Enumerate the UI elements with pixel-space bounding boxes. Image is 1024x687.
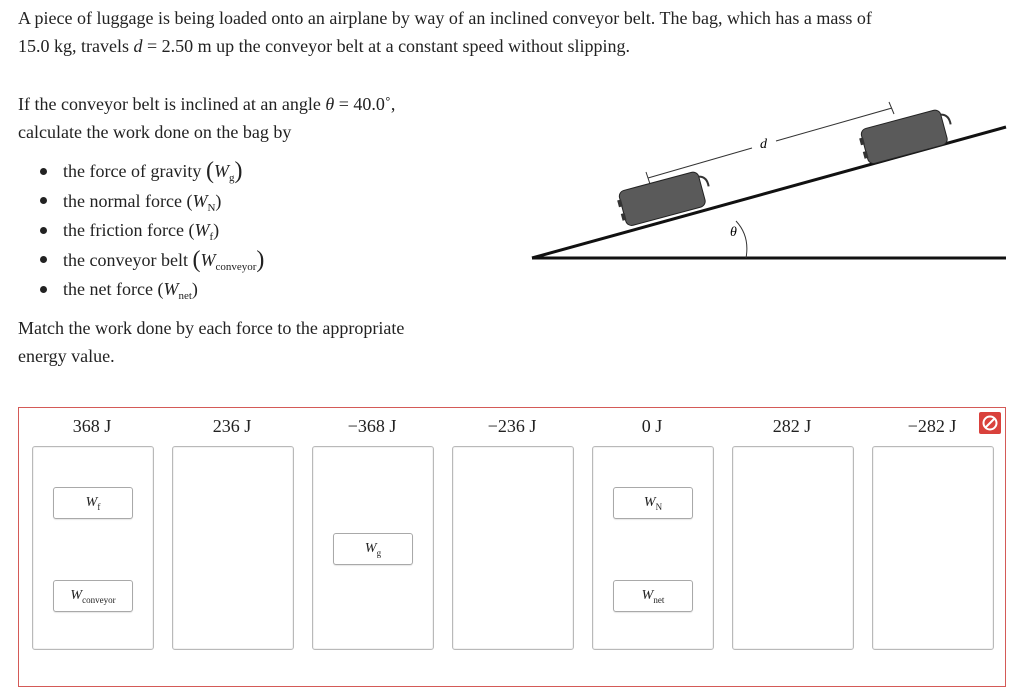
prompt-a: If the conveyor belt is inclined at an angle — [18, 94, 326, 114]
list-item: the normal force $(W_N)$ — [18, 187, 264, 217]
bullet-sub: N — [207, 201, 216, 214]
bullet-text: the friction force — [63, 220, 189, 240]
prompt-line-2: calculate the work done on the bag by — [18, 122, 292, 142]
bullet-sub: conveyor — [215, 260, 257, 273]
d-label: d — [760, 137, 767, 152]
bullet-symbol: W — [200, 249, 216, 270]
bullet-sub: g — [228, 172, 235, 184]
drop-bin-neg-368[interactable] — [312, 446, 434, 650]
drop-bin-neg-236[interactable] — [452, 446, 574, 650]
error-icon — [979, 412, 1001, 434]
conveyor-belt-figure — [520, 96, 1024, 266]
bullet-icon — [40, 168, 47, 175]
list-item: the net force $(W_{net})$ — [18, 275, 264, 305]
chip-wnet[interactable]: $W_{net}$ — [613, 580, 693, 612]
bullet-symbol: W — [192, 190, 208, 211]
list-item: the friction force $(W_f)$ — [18, 216, 264, 246]
distance-marker — [646, 102, 894, 184]
match-line-1: Match the work done by each force to the appropriate — [18, 318, 405, 338]
prompt-theta: θ — [325, 94, 335, 114]
bullet-icon — [40, 286, 47, 293]
column-label: 236 J — [212, 416, 252, 436]
luggage-bag-lower — [615, 169, 713, 228]
match-line-2: energy value. — [18, 346, 115, 366]
chip-wn[interactable]: $W_N$ — [613, 487, 693, 519]
intro-d-symbol: d — [133, 36, 143, 56]
column-label: −282 J — [907, 416, 957, 436]
column-label: 282 J — [772, 416, 812, 436]
drop-bin-282[interactable] — [732, 446, 854, 650]
drop-bin-0[interactable] — [592, 446, 714, 650]
answer-panel — [18, 407, 1006, 687]
luggage-bag-upper — [857, 107, 955, 166]
drop-bin-236[interactable] — [172, 446, 294, 650]
problem-intro — [18, 4, 978, 60]
angle-arc — [736, 221, 747, 258]
match-instruction — [18, 314, 478, 370]
bullet-icon — [40, 256, 47, 263]
bullet-text: the normal force — [63, 190, 187, 211]
column-label: 368 J — [72, 416, 112, 436]
bullet-symbol: W — [163, 279, 179, 299]
intro-line-1: A piece of luggage is being loaded onto an airplane by way of an inclined conveyor belt. The bag, which has a mass of — [18, 8, 872, 28]
bullet-symbol: W — [213, 161, 229, 181]
bullet-sub: f — [209, 231, 214, 243]
list-item: the force of gravity $(W_g)$ — [18, 157, 264, 187]
drop-bin-368[interactable] — [32, 446, 154, 650]
chip-wf[interactable]: $W_f$ — [53, 487, 133, 519]
intro-line-2a: 15.0 kg, travels — [18, 36, 134, 56]
intro-line-2b: = 2.50 m up the conveyor belt at a constant speed without slipping. — [142, 36, 631, 56]
bullet-symbol: W — [194, 220, 210, 240]
column-label: −368 J — [347, 416, 397, 436]
bullet-text: the force of gravity — [63, 161, 206, 181]
problem-prompt — [18, 90, 478, 146]
column-label: 0 J — [641, 416, 663, 436]
list-item: the conveyor belt $(W_{conveyor})$ — [18, 246, 264, 276]
chip-wg[interactable]: $W_g$ — [333, 533, 413, 565]
bullet-icon — [40, 227, 47, 234]
bullet-text: the net force — [63, 279, 158, 299]
chip-wconveyor[interactable]: $W_{conveyor}$ — [53, 580, 133, 612]
prompt-b: = 40.0˚, — [334, 94, 396, 114]
bullet-icon — [40, 197, 47, 204]
bullet-sub: net — [178, 290, 192, 302]
drop-bin-neg-282[interactable] — [872, 446, 994, 650]
column-label: −236 J — [487, 416, 537, 436]
force-list — [18, 157, 264, 305]
theta-label: θ — [730, 225, 737, 240]
bullet-text: the conveyor belt — [63, 249, 193, 270]
